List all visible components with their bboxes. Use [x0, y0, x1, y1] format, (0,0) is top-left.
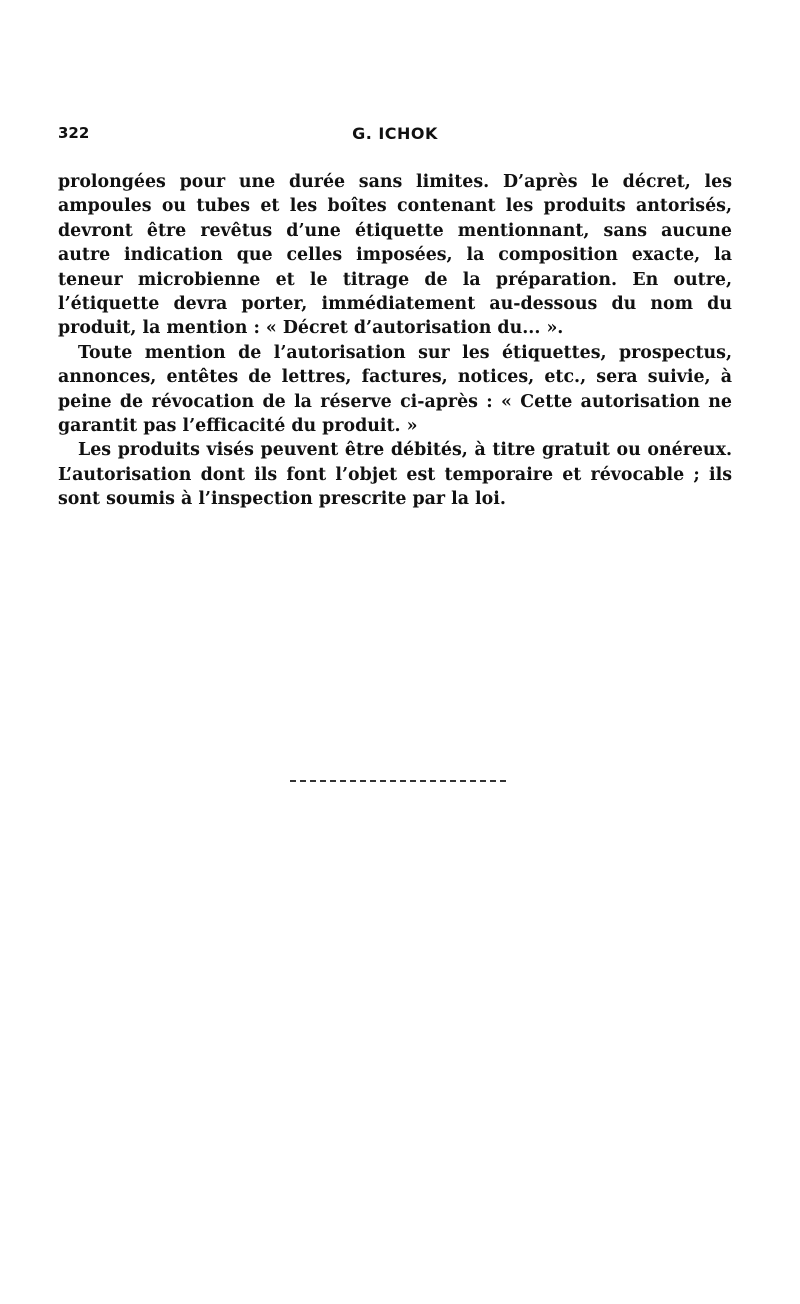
running-head: G. ICHOK — [352, 124, 438, 143]
section-end-rule — [290, 780, 506, 782]
page-number: 322 — [58, 124, 90, 142]
body-text — [58, 170, 732, 512]
page-header — [58, 124, 732, 152]
paragraph-continuation: prolongées pour une durée sans limites. D’après le décret, les ampoules ou tubes et les boîtes contenant les produits antorisés, devront être revêtus d’une étiquette mentionnant, sans aucune autre indication que celles imposées, la composition exacte, la teneur microbienne et le titrage de la préparation. En outre, l’étiquette devra porter, immédiatement au-dessous du nom du produit, la mention : « Décret d’autorisation du... ». — [58, 172, 732, 339]
paragraph-produits: Les produits visés peuvent être débités, à titre gratuit ou onéreux. L’autorisation dont ils font l’objet est temporaire et révocable ; ils sont soumis à l’inspection prescrite par la loi. — [58, 440, 732, 510]
paragraph-mention: Toute mention de l’autorisation sur les étiquettes, prospectus, annonces, entêtes de lettres, factures, notices, etc., sera suivie, à peine de révocation de la réserve ci-après : « Cette autorisation ne garantit pas l’efficacité du produit. » — [58, 342, 732, 437]
